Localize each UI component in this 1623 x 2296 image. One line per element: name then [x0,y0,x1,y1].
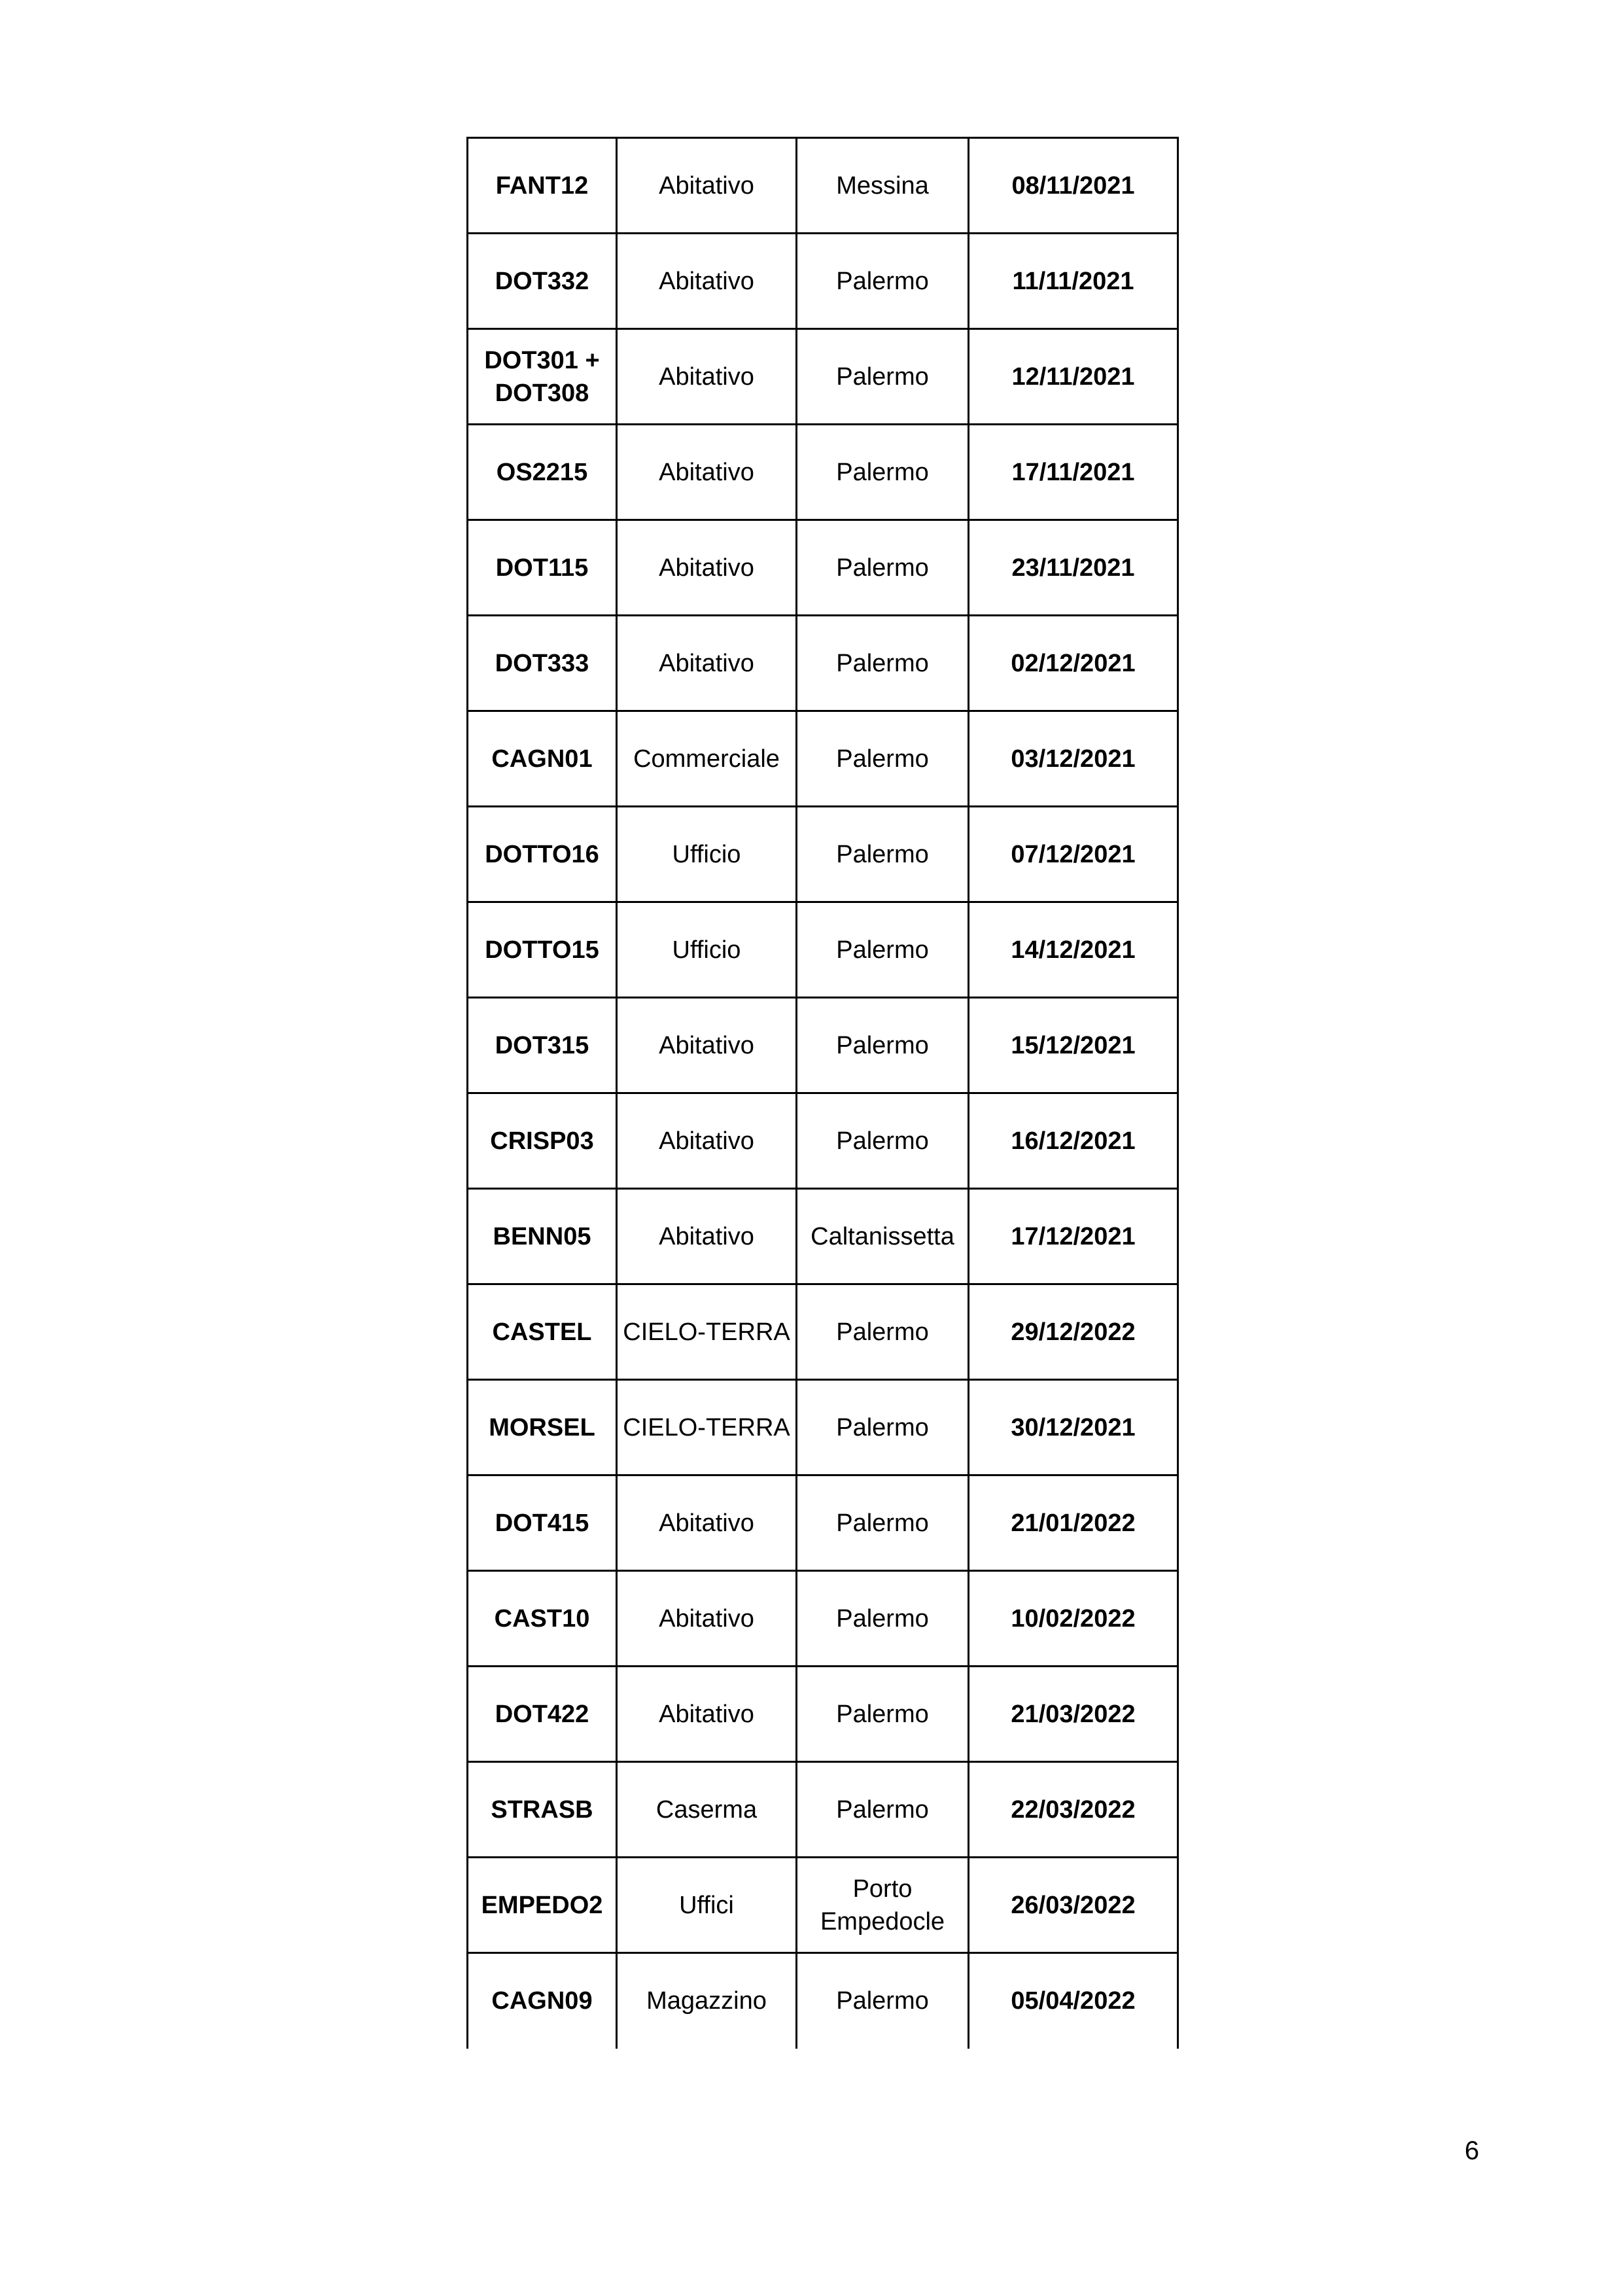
table-row [468,1475,1178,1571]
property-code-cell: DOT301 + DOT308 [468,329,617,425]
table-row [468,329,1178,425]
property-type-cell: Abitativo [617,998,797,1093]
property-type-cell: Abitativo [617,1667,797,1762]
property-city-cell: Messina [797,138,969,234]
property-city-cell: Palermo [797,1953,969,2049]
property-date-cell: 26/03/2022 [969,1858,1178,1953]
property-date-cell: 30/12/2021 [969,1380,1178,1475]
property-city-cell: Palermo [797,1284,969,1380]
property-date-cell: 17/11/2021 [969,425,1178,520]
property-date-cell: 21/01/2022 [969,1475,1178,1571]
table-row [468,1571,1178,1667]
property-code-cell: DOT415 [468,1475,617,1571]
property-city-cell: Palermo [797,1093,969,1189]
property-city-cell: Palermo [797,1762,969,1858]
property-code-cell: DOT333 [468,616,617,711]
property-code-cell: CAST10 [468,1571,617,1667]
property-type-cell: Abitativo [617,234,797,329]
property-code-cell: MORSEL [468,1380,617,1475]
property-code-cell: DOTTO15 [468,902,617,998]
property-type-cell: Abitativo [617,1571,797,1667]
table-row [468,234,1178,329]
properties-table [466,137,1179,2049]
property-date-cell: 17/12/2021 [969,1189,1178,1284]
page-number: 6 [1464,2136,1480,2165]
property-code-cell: EMPEDO2 [468,1858,617,1953]
property-code-cell: DOT422 [468,1667,617,1762]
property-code-cell: DOT332 [468,234,617,329]
property-date-cell: 21/03/2022 [969,1667,1178,1762]
property-type-cell: Abitativo [617,329,797,425]
property-city-cell: Palermo [797,902,969,998]
property-city-cell: Palermo [797,329,969,425]
property-city-cell: Palermo [797,1380,969,1475]
property-code-cell: CRISP03 [468,1093,617,1189]
property-date-cell: 10/02/2022 [969,1571,1178,1667]
table-row [468,425,1178,520]
property-type-cell: Abitativo [617,425,797,520]
property-type-cell: Abitativo [617,1189,797,1284]
property-type-cell: CIELO-TERRA [617,1284,797,1380]
property-code-cell: FANT12 [468,138,617,234]
property-city-cell: Palermo [797,711,969,807]
table-row [468,1284,1178,1380]
property-city-cell: Palermo [797,1571,969,1667]
property-city-cell: Caltanissetta [797,1189,969,1284]
property-code-cell: DOTTO16 [468,807,617,902]
table-row [468,1762,1178,1858]
property-city-cell: Palermo [797,616,969,711]
property-city-cell: Porto Empedocle [797,1858,969,1953]
property-type-cell: Abitativo [617,1475,797,1571]
table-row [468,1858,1178,1953]
property-code-cell: CAGN09 [468,1953,617,2049]
property-type-cell: CIELO-TERRA [617,1380,797,1475]
property-type-cell: Uffici [617,1858,797,1953]
property-date-cell: 02/12/2021 [969,616,1178,711]
property-type-cell: Commerciale [617,711,797,807]
property-date-cell: 12/11/2021 [969,329,1178,425]
property-city-cell: Palermo [797,807,969,902]
properties-table-body [468,138,1178,2049]
table-row [468,998,1178,1093]
property-date-cell: 05/04/2022 [1011,1987,1136,2015]
property-code-cell: STRASB [468,1762,617,1858]
table-row [468,520,1178,616]
property-city-cell: Palermo [797,520,969,616]
property-city-cell: Palermo [797,1475,969,1571]
property-type-cell: Abitativo [617,520,797,616]
table-row [468,807,1178,902]
property-type-cell: Abitativo [617,616,797,711]
property-code-cell: OS2215 [468,425,617,520]
table-row [468,616,1178,711]
property-code-cell: CAGN01 [468,711,617,807]
property-date-cell: 29/12/2022 [969,1284,1178,1380]
property-date-cell: 07/12/2021 [969,807,1178,902]
property-code-cell: BENN05 [468,1189,617,1284]
table-row [468,1380,1178,1475]
property-city-cell: Palermo [797,998,969,1093]
property-date-cell: 15/12/2021 [969,998,1178,1093]
table-row [468,1667,1178,1762]
property-type-cell: Abitativo [617,1093,797,1189]
property-code-cell: DOT315 [468,998,617,1093]
table-row [468,138,1178,234]
property-type-cell: Ufficio [617,902,797,998]
property-city-cell: Palermo [797,1667,969,1762]
property-type-cell: Ufficio [617,807,797,902]
property-type-cell: Abitativo [617,138,797,234]
property-date-cell: 11/11/2021 [969,234,1178,329]
table-row [468,1953,1178,2049]
table-row [468,1093,1178,1189]
property-date-cell: 03/12/2021 [969,711,1178,807]
property-date-cell: 16/12/2021 [969,1093,1178,1189]
property-date-cell: 08/11/2021 [969,138,1178,234]
property-date-cell: 22/03/2022 [969,1762,1178,1858]
property-type-cell: Magazzino [617,1953,797,2049]
table-row [468,711,1178,807]
table-row [468,1189,1178,1284]
property-city-cell: Palermo [797,425,969,520]
property-code-cell: DOT115 [468,520,617,616]
table-row [468,902,1178,998]
property-date-cell: 14/12/2021 [969,902,1178,998]
property-date-cell: 23/11/2021 [969,520,1178,616]
property-city-cell: Palermo [797,234,969,329]
property-type-cell: Caserma [617,1762,797,1858]
property-code-cell: CASTEL [468,1284,617,1380]
